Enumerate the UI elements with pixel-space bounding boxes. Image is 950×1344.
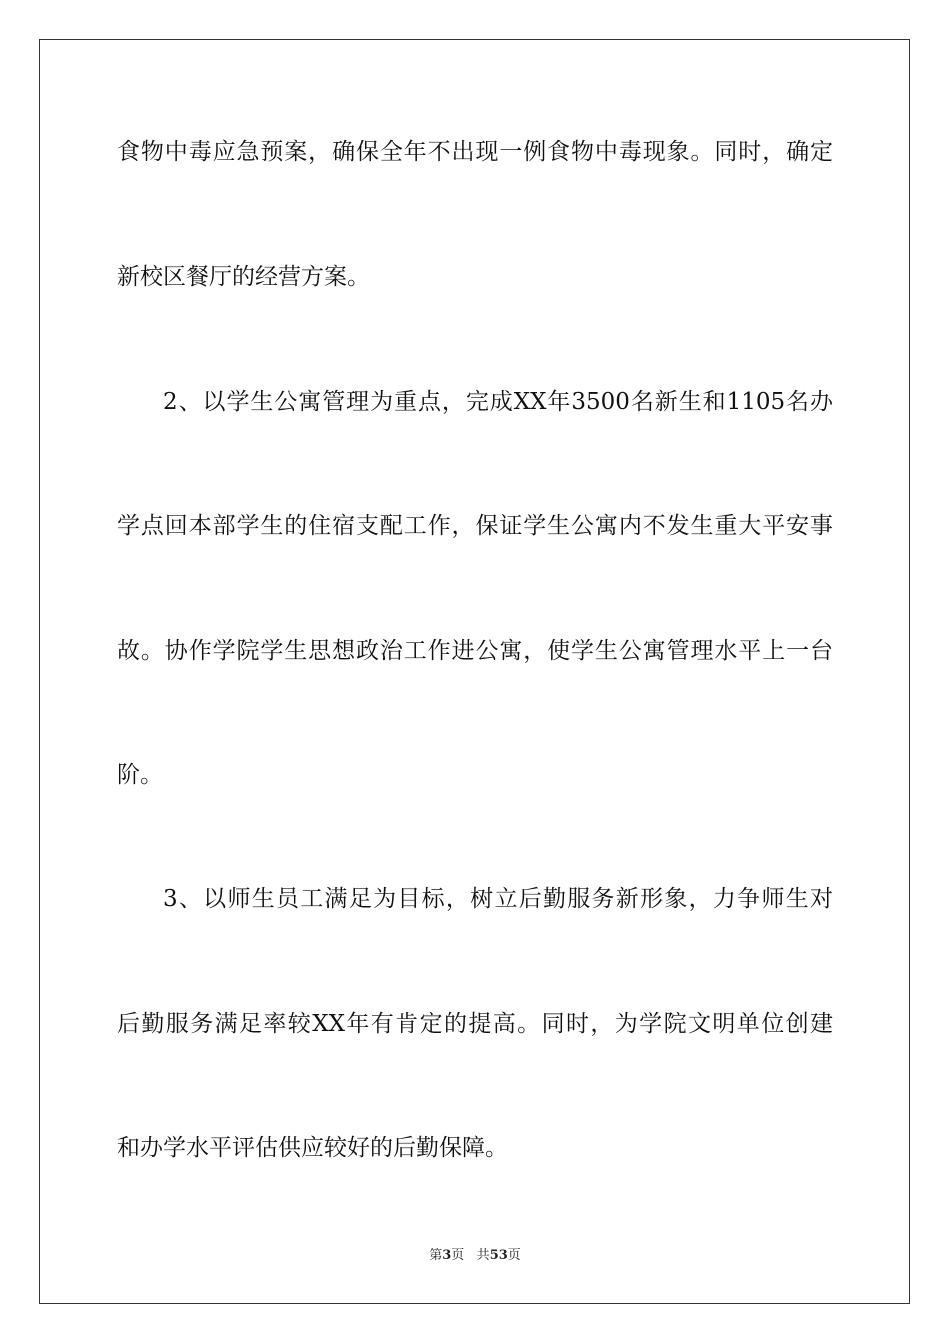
footer-total-prefix: 共: [476, 1248, 490, 1263]
text-line-2: 新校区餐厅的经营方案。: [117, 264, 370, 290]
footer-total-suffix: 页: [507, 1248, 521, 1263]
text-line-4: 学点回本部学生的住宿支配工作，保证学生公寓内不发生重大平安事: [117, 513, 833, 539]
text-line-5: 故。协作学院学生思想政治工作进公寓，使学生公寓管理水平上一台: [117, 638, 833, 664]
text-line-9: 和办学水平评估供应较好的后勤保障。: [117, 1135, 508, 1161]
page-footer: [0, 1248, 950, 1264]
footer-prefix: 第: [429, 1248, 443, 1263]
text-line-6: 阶。: [117, 762, 163, 788]
text-line-1: 食物中毒应急预案，确保全年不出现一例食物中毒现象。同时，确定: [117, 139, 833, 165]
footer-total-pages: 53: [489, 1248, 508, 1263]
text-line-8: 后勤服务满足率较XX年有肯定的提高。同时，为学院文明单位创建: [117, 1011, 833, 1037]
page-border: [39, 39, 910, 1304]
text-line-3: 2、以学生公寓管理为重点，完成XX年3500名新生和1105名办: [163, 389, 833, 415]
footer-page-number: 3: [442, 1248, 452, 1263]
text-line-7: 3、以师生员工满足为目标，树立后勤服务新形象，力争师生对: [163, 886, 833, 912]
footer-page-suffix: 页: [451, 1248, 465, 1263]
